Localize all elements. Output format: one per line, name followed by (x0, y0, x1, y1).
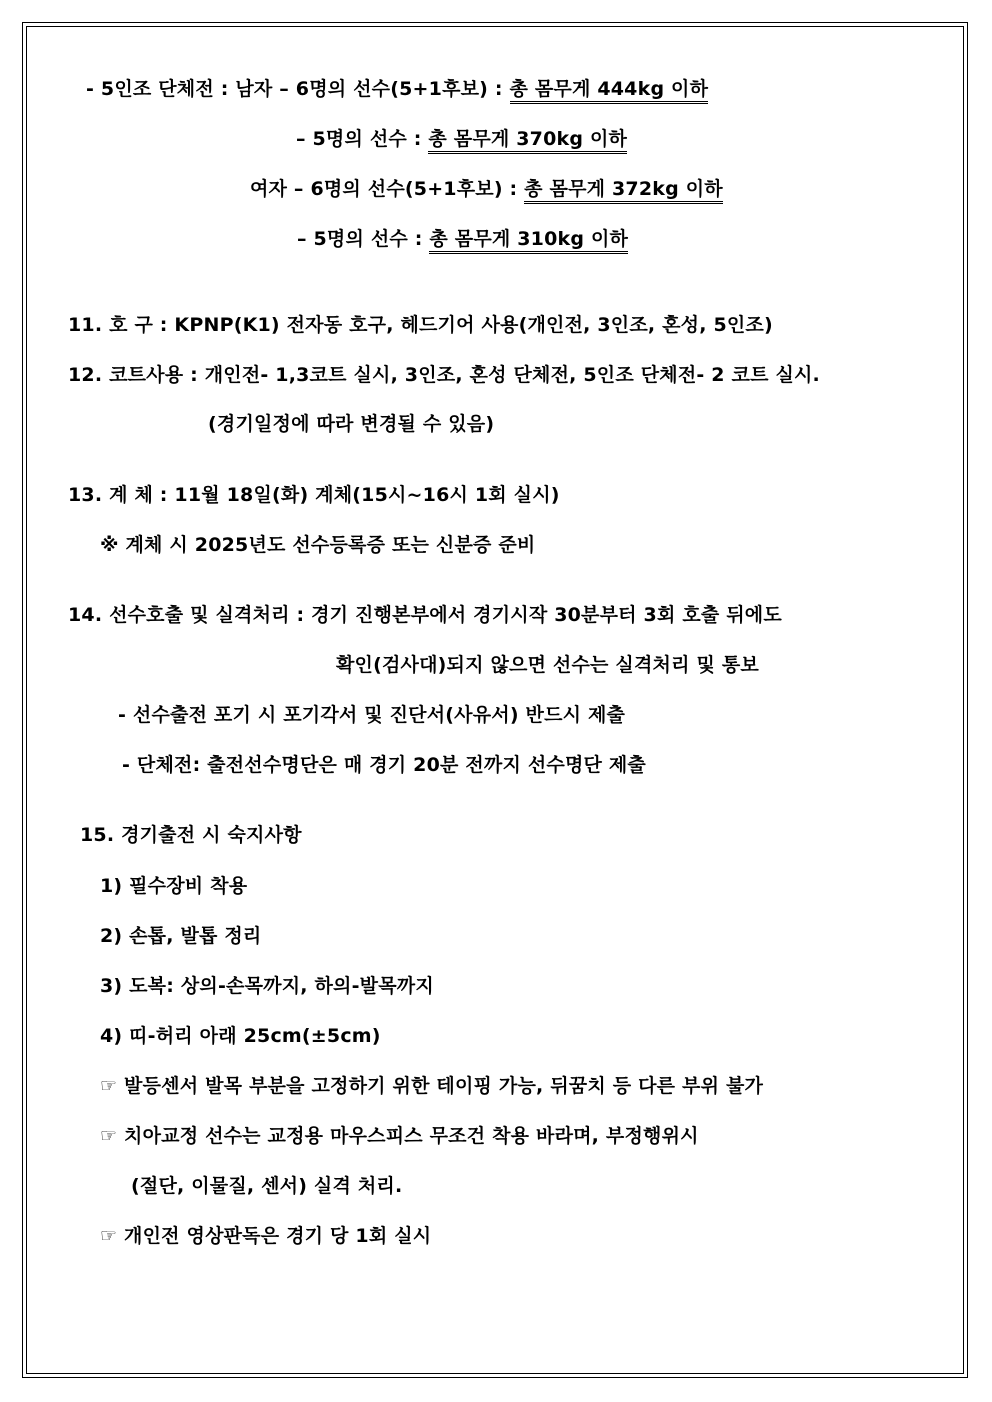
weight-women-6-limit: 총 몸무게 372kg 이하 (524, 178, 723, 204)
section-11-equipment: 11. 호 구 : KPNP(K1) 전자동 호구, 헤드기어 사용(개인전, 3인조, 혼성, 5인조) (68, 314, 773, 336)
weight-men-5 (296, 127, 627, 151)
section-12-court: 12. 코트사용 : 개인전- 1,3코트 실시, 3인조, 혼성 단체전, 5인조 단체전- 2 코트 실시. (68, 364, 820, 386)
section-14-bullet-2: - 단체전: 출전선수명단은 매 경기 20분 전까지 선수명단 제출 (122, 754, 646, 776)
weight-women-5-limit: 총 몸무게 310kg 이하 (429, 228, 628, 254)
section-15-note-1: ☞ 발등센서 발목 부분을 고정하기 위한 테이핑 가능, 뒤꿈치 등 다른 부위 불가 (100, 1075, 764, 1097)
section-15-item-3: 3) 도복: 상의-손목까지, 하의-발목까지 (100, 975, 434, 997)
section-13-note: ※ 계체 시 2025년도 선수등록증 또는 신분증 준비 (100, 534, 536, 556)
section-15-note-2: ☞ 치아교정 선수는 교정용 마우스피스 무조건 착용 바라며, 부정행위시 (100, 1125, 699, 1147)
section-14-call-cont: 확인(검사대)되지 않으면 선수는 실격처리 및 통보 (336, 654, 759, 676)
section-14-bullet-1: - 선수출전 포기 시 포기각서 및 진단서(사유서) 반드시 제출 (118, 704, 626, 726)
section-15-note-2-cont: (절단, 이물질, 센서) 실격 처리. (131, 1175, 403, 1197)
section-15-item-4: 4) 띠-허리 아래 25cm(±5cm) (100, 1025, 381, 1047)
weight-women-6 (250, 177, 723, 201)
weight-men-6-limit: 총 몸무게 444kg 이하 (510, 78, 709, 104)
section-14-call: 14. 선수호출 및 실격처리 : 경기 진행본부에서 경기시작 30분부터 3회 호출 뒤에도 (68, 604, 782, 626)
weight-men-6 (86, 77, 708, 101)
section-13-weigh-in: 13. 계 체 : 11월 18일(화) 계체(15시~16시 1회 실시) (68, 484, 560, 506)
weight-women-5 (297, 227, 628, 251)
section-12-note: (경기일정에 따라 변경될 수 있음) (208, 413, 495, 435)
weight-men-5-prefix: – 5명의 선수 : (296, 128, 429, 150)
weight-men-6-prefix: - 5인조 단체전 : 남자 – 6명의 선수(5+1후보) : (86, 78, 510, 100)
section-15-note-3: ☞ 개인전 영상판독은 경기 당 1회 실시 (100, 1225, 432, 1247)
section-15-item-2: 2) 손톱, 발톱 정리 (100, 925, 262, 947)
weight-women-6-prefix: 여자 – 6명의 선수(5+1후보) : (250, 178, 525, 200)
section-15-item-1: 1) 필수장비 착용 (100, 875, 248, 897)
weight-men-5-limit: 총 몸무게 370kg 이하 (428, 128, 627, 154)
weight-women-5-prefix: – 5명의 선수 : (297, 228, 430, 250)
section-15-title: 15. 경기출전 시 숙지사항 (80, 824, 302, 846)
